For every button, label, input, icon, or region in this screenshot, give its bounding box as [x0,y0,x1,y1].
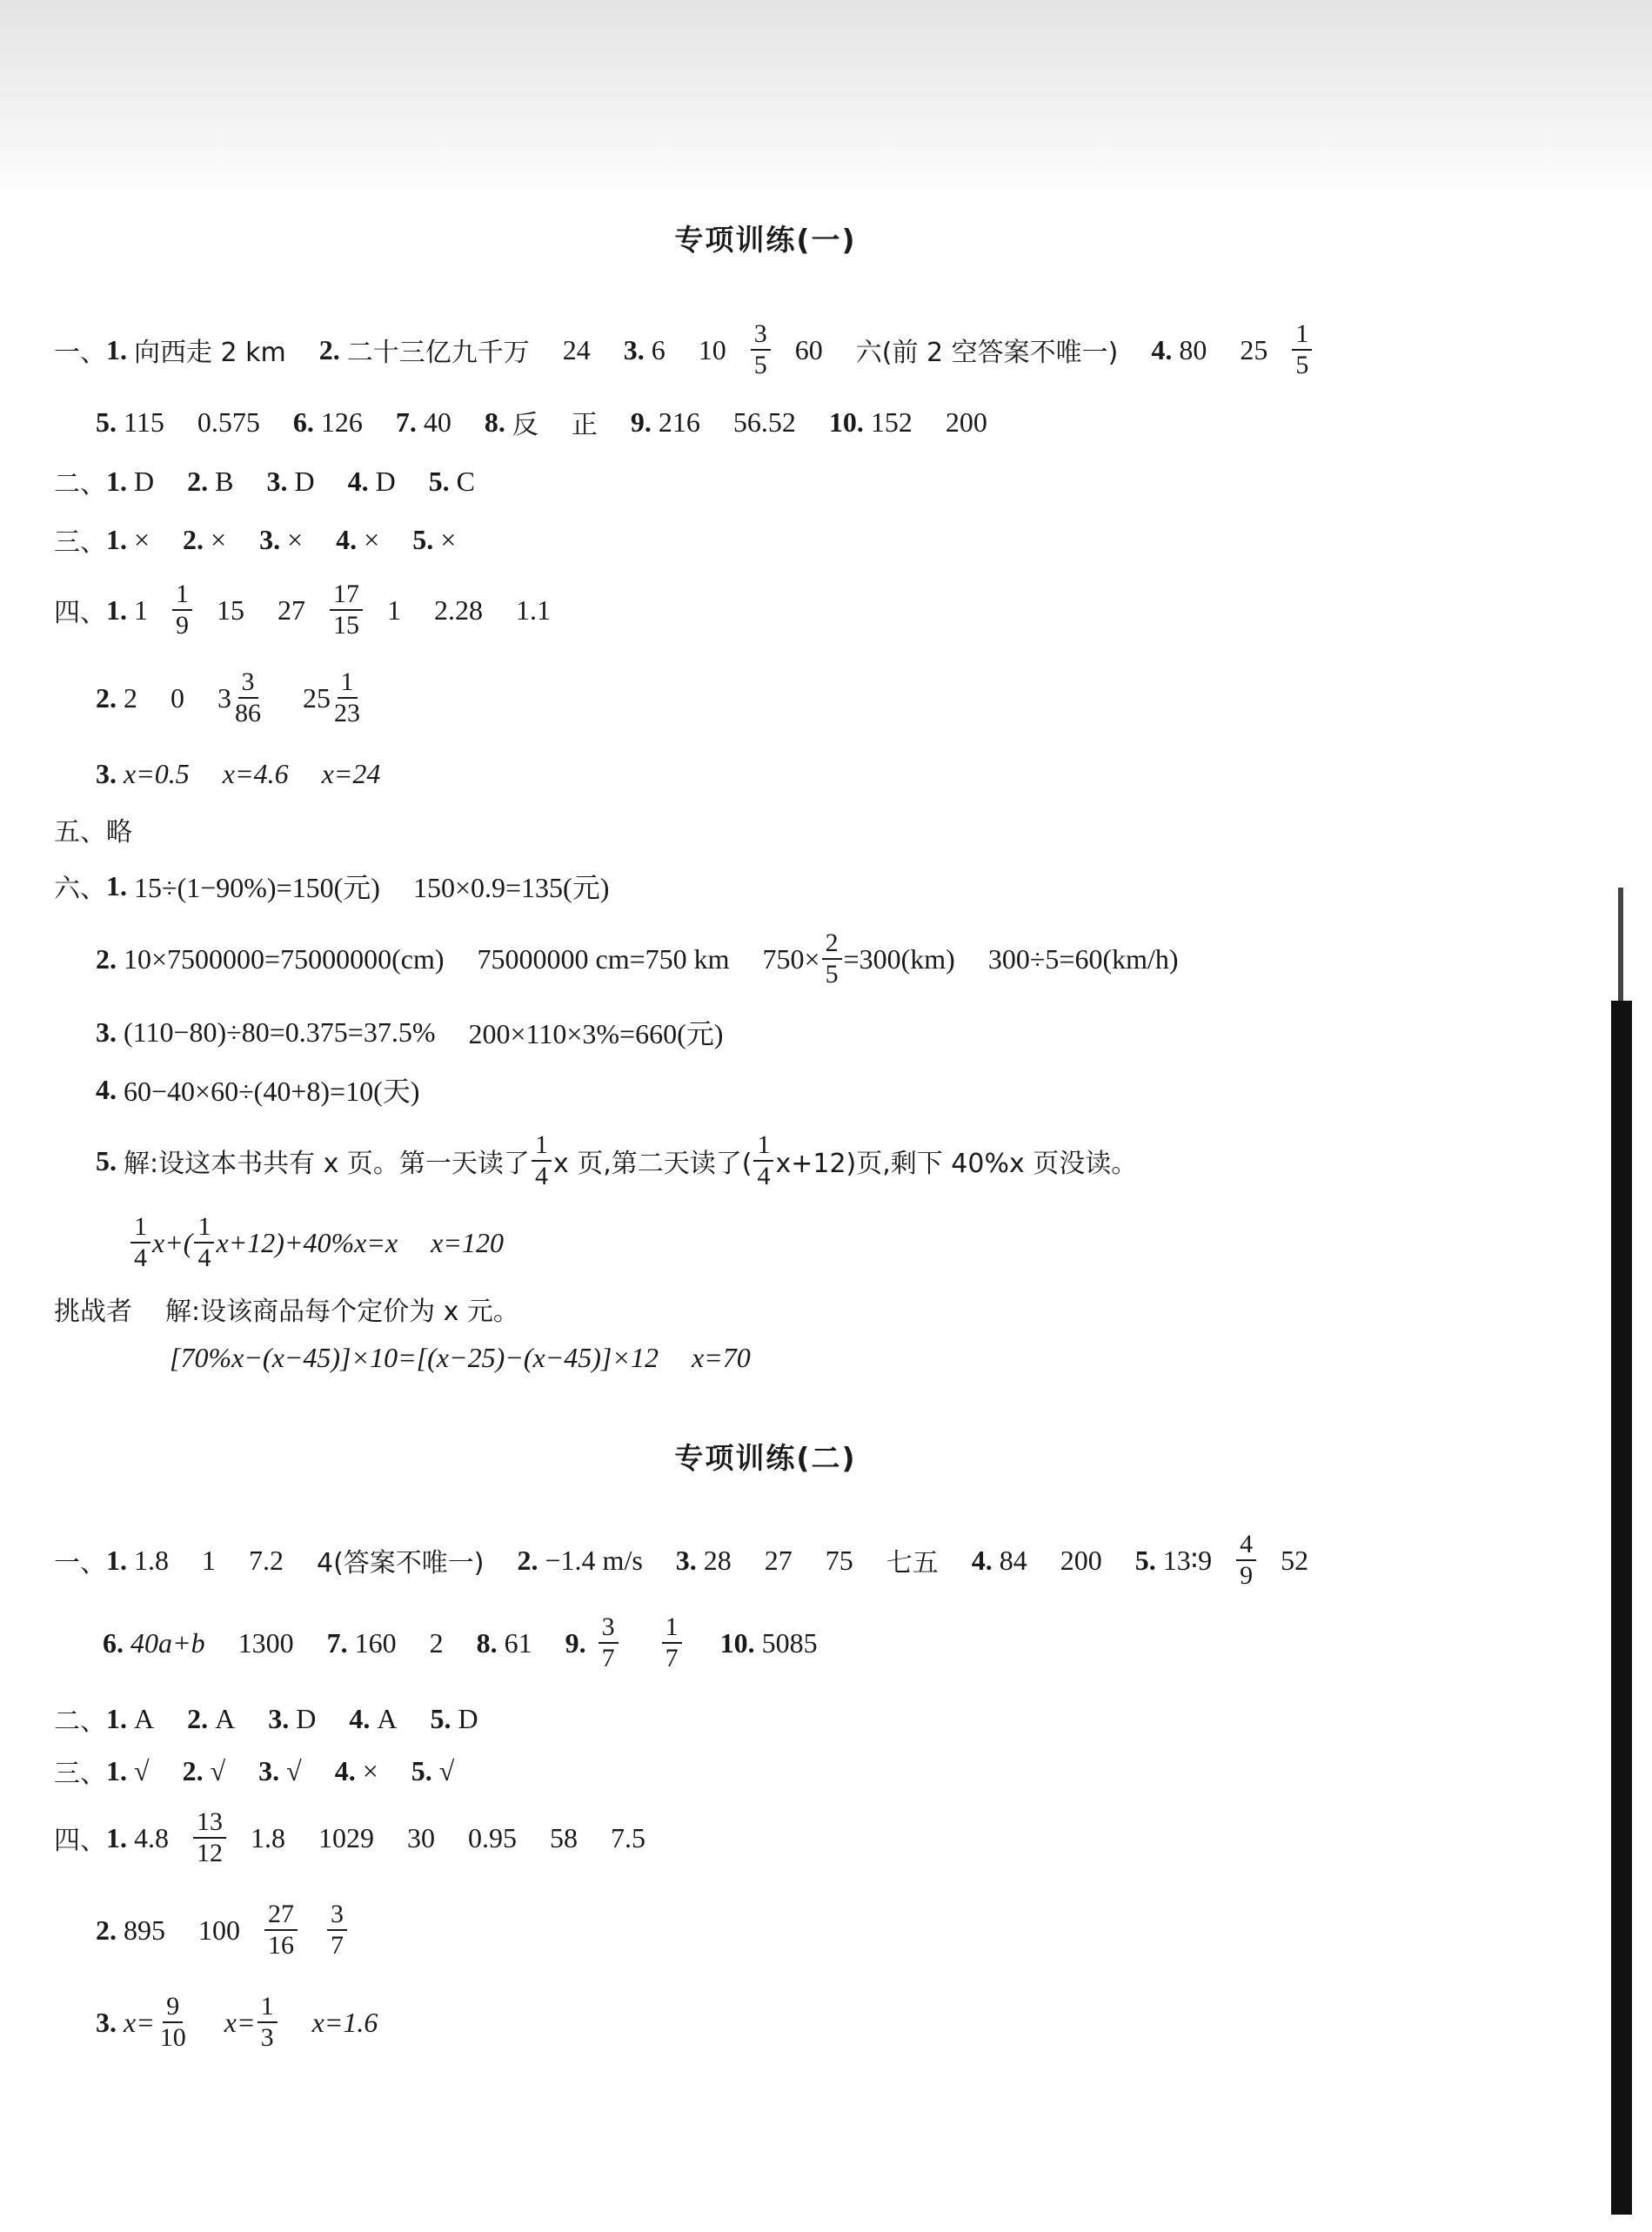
answer-text: 3. [258,1754,280,1786]
answer-text: 75 [825,1544,853,1576]
answer-text: 0 [171,681,184,714]
answer-text: x=4.6 [222,757,289,789]
answer-text: 4 [1236,1530,1256,1561]
answer-text: 7 [665,1644,679,1672]
s1-part6-equation [129,1211,504,1274]
s1-challenge-line1 [54,1291,519,1326]
answer-text: 4 [534,1162,548,1190]
answer-text: 24 [562,333,591,365]
answer-text: 56.52 [732,406,796,438]
answer-text: 40a+b [130,1626,205,1659]
answer-text: 5. [96,406,117,438]
answer-text: 4(答案不唯一) [317,1548,485,1578]
answer-text: 二、 [54,469,106,499]
answer-text: x= [124,2006,155,2038]
s2-part4-line2 [96,1899,352,1961]
section-title-2: 专项训练(二) [674,1441,857,1475]
answer-text: x=70 [691,1341,751,1373]
answer-text: B [215,465,234,497]
fraction [662,1612,682,1673]
answer-text: 9 [1240,1561,1254,1590]
answer-text: 1 [172,580,192,611]
answer-text: 1 [387,593,401,626]
answer-text: 1300 [237,1626,294,1659]
answer-text: 16 [268,1931,294,1960]
answer-text: 2. [183,523,204,555]
answer-text: 60−40×60÷(40+8)=10(天) [124,1076,420,1107]
answer-text: 2. [187,465,209,497]
fraction [1236,1530,1256,1591]
answer-text: √ [134,1754,150,1786]
answer-text: 1 [753,1130,773,1162]
answer-text: 五、 [54,817,106,848]
answer-text: × [211,523,227,555]
answer-text: 126 [320,406,363,438]
answer-text: 60 [794,333,823,365]
answer-text: x=1.6 [311,2006,378,2038]
answer-text: 1 [257,1992,278,2023]
s1-part4-line2 [96,667,369,729]
answer-text: 2. [187,1702,209,1734]
answer-text: x+12)页,剩下 40%x 页没读。 [775,1149,1138,1179]
fraction [231,667,264,728]
answer-text: 1. [106,593,127,626]
answer-text: 17 [330,580,363,611]
answer-text: 挑战者 [54,1297,132,1327]
fraction [157,1992,190,2053]
answer-text: 2. [318,333,340,365]
s1-part1-line1 [54,319,1317,379]
answer-text: 二、 [54,1706,106,1737]
answer-text: √ [210,1754,226,1786]
answer-text: 52 [1281,1544,1309,1576]
answer-text: 216 [658,406,700,438]
answer-text: 13∶9 [1162,1545,1213,1576]
answer-text: × [440,523,457,555]
answer-text: 84 [999,1544,1027,1576]
answer-text: 61 [504,1626,532,1659]
answer-text: 12 [197,1839,223,1867]
s2-part4-line3 [96,1991,378,2054]
s2-part1-line1 [54,1529,1308,1592]
answer-text: 5085 [761,1626,818,1659]
answer-text: D [458,1702,478,1734]
answer-text: 8. [484,406,505,438]
answer-text: 3. [266,465,288,497]
answer-text: 三、 [54,527,106,558]
answer-text: √ [438,1754,455,1786]
scan-edge-top [1618,888,1623,1001]
answer-text: 3 [751,319,771,351]
s1-part4-line3 [96,756,380,791]
answer-text: 3 [327,1900,347,1931]
answer-text: 1. [106,1821,127,1853]
answer-text: 27 [264,1900,298,1931]
answer-text: A [377,1702,398,1734]
answer-text: 15÷(1−90%)=150(元) [134,872,380,903]
answer-text: 4 [197,1243,211,1272]
answer-text: 3. [675,1544,697,1576]
answer-text: x= [224,2006,256,2038]
answer-text: 200 [1060,1544,1102,1576]
fraction [331,667,364,728]
answer-text: 86 [235,699,261,727]
answer-text: 3 [599,1612,619,1644]
answer-text: x=120 [431,1226,504,1258]
answer-text: 3. [96,757,117,789]
answer-text: 75000000 cm=750 km [477,942,730,975]
answer-text: 10. [719,1626,755,1659]
answer-text: x=0.5 [124,757,190,789]
fraction [1292,319,1312,380]
answer-text: 1 [202,1544,216,1576]
answer-text: 4. [349,1702,371,1734]
answer-text: 27 [764,1544,793,1576]
s1-part2 [54,464,475,499]
answer-text: 58 [550,1821,578,1853]
answer-text: 25 [303,681,331,714]
s2-part3 [54,1753,454,1788]
answer-text: 10. [828,406,864,438]
scan-edge [1611,1001,1632,2215]
answer-text: 13 [193,1807,226,1839]
answer-text: 4. [971,1544,993,1576]
answer-text: 1 [338,667,358,699]
answer-text: x+12)+40%x=x [216,1226,398,1258]
answer-text: 2. [517,1544,538,1576]
answer-text: 152 [870,406,913,438]
answer-text: 3. [259,523,281,555]
fraction [172,580,192,640]
answer-text: 4. [334,1754,356,1786]
answer-text: 1.8 [251,1821,285,1853]
answer-text: 7.2 [249,1544,284,1576]
fraction [599,1612,619,1673]
answer-text: A [134,1702,155,1734]
answer-text: 6 [651,333,665,365]
answer-text: 5. [96,1144,117,1176]
answer-text: 9. [565,1626,586,1659]
answer-text: 5 [825,960,839,989]
answer-text: 1 [194,1212,214,1243]
answer-text: D [134,465,155,497]
answer-text: 向西走 2 km [134,338,286,368]
answer-text: 正 [571,410,598,440]
fraction [194,1212,214,1273]
answer-text: 80 [1179,333,1207,365]
answer-text: 解:设该商品每个定价为 x 元。 [165,1297,519,1327]
answer-text: 4. [336,523,358,555]
answer-text: 8. [476,1626,498,1659]
answer-text: x 页,第二天读了( [552,1149,752,1179]
answer-text: 1 [134,593,148,626]
answer-text: 略 [106,817,132,848]
answer-text: 4.8 [134,1821,169,1853]
answer-text: 1. [106,1544,127,1576]
answer-text: 7 [331,1931,344,1960]
answer-text: 四、 [54,598,106,628]
s2-part1-line2 [103,1612,818,1674]
fraction [532,1130,552,1191]
answer-text: 一、 [54,1548,106,1578]
answer-text: 解:设这本书共有 x 页。第一天读了 [124,1149,530,1179]
answer-text: 5. [428,465,450,497]
s2-part2 [54,1701,478,1736]
answer-text: D [375,465,396,497]
answer-text: 1. [106,1754,127,1786]
answer-text: 200 [945,406,987,438]
fraction [264,1900,298,1961]
answer-text: 1. [106,869,127,902]
s1-part6-line4 [96,1072,419,1107]
answer-text: 4 [134,1243,147,1272]
answer-text: (110−80)÷80=0.375=37.5% [124,1015,436,1048]
answer-text: 2. [96,942,117,975]
answer-text: 1 [130,1212,150,1243]
answer-text: 115 [124,406,164,438]
answer-text: 7. [395,406,417,438]
s1-part4-line1 [54,579,551,641]
answer-text: 100 [198,1914,240,1946]
answer-text: [70%x−(x−45)]×10=[(x−25)−(x−45)]×12 [170,1341,659,1373]
answer-text: 七五 [886,1548,939,1578]
answer-text: A [215,1702,236,1734]
answer-text: 23 [334,699,360,727]
answer-text: 2. [182,1754,204,1786]
answer-text: 5 [753,351,767,379]
answer-text: 15 [333,611,359,640]
s1-part1-line2 [96,405,987,439]
answer-text: 4. [347,465,369,497]
answer-text: 1 [532,1130,552,1162]
answer-text: 1.1 [516,593,551,626]
fraction [751,319,771,380]
answer-text: 1. [106,465,127,497]
answer-text: 9 [163,1992,183,2023]
answer-text: 15 [217,593,244,626]
answer-text: 7. [326,1626,348,1659]
s1-challenge-line2 [170,1340,751,1375]
answer-text: 200×110×3%=660(元) [468,1018,724,1049]
answer-text: 六(前 2 空答案不唯一) [855,338,1119,368]
answer-text: 5 [1295,351,1309,379]
answer-text: 5. [412,523,434,555]
answer-text: 750× [762,942,820,975]
answer-text: 三、 [54,1759,106,1789]
answer-text: 1 [662,1612,682,1644]
answer-text: 150×0.9=135(元) [412,872,610,903]
answer-text: 3. [623,333,645,365]
answer-text: 反 [512,410,538,440]
s2-part4-line1 [54,1806,645,1869]
answer-text: 3 [217,681,231,714]
answer-text: 1029 [318,1821,374,1853]
answer-text: 3. [268,1702,290,1734]
answer-text: 6. [103,1626,124,1659]
answer-text: 2 [429,1626,444,1659]
answer-text: 0.575 [197,406,260,438]
answer-text: 28 [703,1544,732,1576]
answer-text: 3 [260,2023,274,2052]
answer-text: 2 [124,681,137,714]
answer-text: 30 [407,1821,435,1853]
answer-text: 5. [1134,1544,1156,1576]
answer-text: 7 [601,1644,615,1672]
answer-text: 3 [238,667,258,699]
fraction [327,1900,347,1961]
answer-text: 1. [106,523,127,555]
answer-text: 10×7500000=75000000(cm) [124,942,445,975]
s1-part5 [54,812,132,847]
answer-text: 2. [96,1914,117,1946]
answer-text: 160 [354,1626,397,1659]
fraction [822,928,842,989]
answer-text: 4. [96,1073,117,1105]
answer-text: 1.8 [134,1544,169,1576]
answer-text: 9. [630,406,652,438]
answer-text: 一、 [54,338,106,368]
fraction [753,1130,773,1191]
answer-text: 27 [278,593,305,626]
s1-part6-line3 [96,1015,723,1049]
fraction [193,1807,226,1868]
s1-part6-line5 [96,1129,1137,1192]
answer-text: × [364,523,380,555]
answer-text: × [287,523,304,555]
answer-text: 1 [1292,319,1312,351]
answer-text: 10 [159,2023,186,2052]
answer-text: D [296,1702,317,1734]
answer-text: 1. [106,333,127,365]
answer-text: D [294,465,315,497]
answer-text: x=24 [321,757,381,789]
answer-text: −1.4 m/s [545,1544,643,1576]
answer-text: 2. [96,681,117,714]
section-title-1: 专项训练(一) [674,223,857,257]
s1-part6-line2 [96,928,1179,990]
answer-text: 25 [1240,333,1268,365]
answer-text: 3. [96,2006,117,2038]
answer-text: × [134,523,150,555]
answer-text: 7.5 [611,1821,645,1853]
answer-text: 5. [411,1754,432,1786]
answer-text: 1. [106,1702,127,1734]
fraction [257,1992,278,2053]
answer-text: C [456,465,476,497]
answer-text: 4. [1151,333,1173,365]
answer-text: 895 [124,1914,165,1946]
answer-text: 2.28 [434,593,483,626]
fraction [130,1212,150,1273]
answer-text: 6. [292,406,314,438]
answer-text: 5. [430,1702,451,1734]
answer-text: 二十三亿九千万 [346,338,530,368]
s1-part3 [54,522,456,557]
answer-text: x+( [152,1226,193,1258]
answer-text: 9 [176,611,189,640]
answer-text: √ [286,1754,302,1786]
answer-text: 4 [757,1162,771,1190]
answer-text: 四、 [54,1826,106,1856]
s1-part6-line1 [54,868,609,903]
answer-text: 2 [822,928,842,960]
scan-shade [0,0,1652,200]
answer-text: =300(km) [843,942,955,975]
answer-text: 10 [698,333,726,365]
answer-text: 3. [96,1015,117,1048]
answer-text: 六、 [54,874,106,904]
answer-text: 40 [423,406,451,438]
answer-text: 300÷5=60(km/h) [987,942,1179,975]
fraction [330,580,363,640]
answer-text: × [362,1754,378,1786]
answer-text: 0.95 [468,1821,517,1853]
